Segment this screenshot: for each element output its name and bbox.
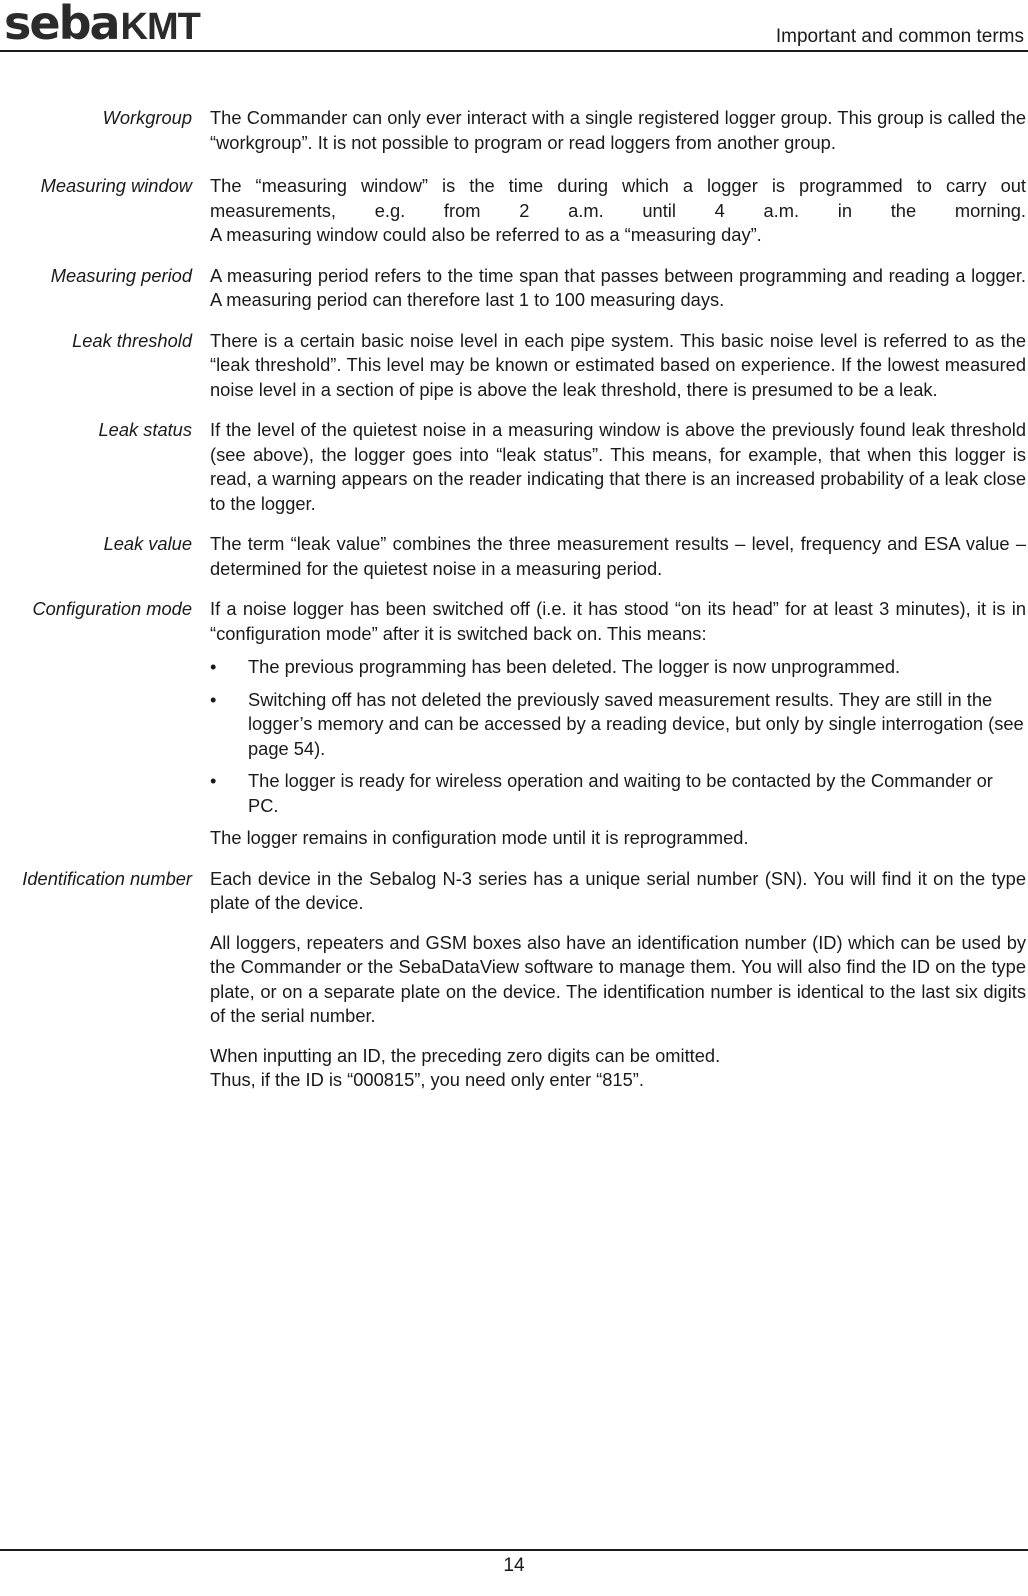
bullet-text: The logger is ready for wireless operation and waiting to be contacted by the Commander or PC. (248, 770, 993, 816)
term-definition (210, 106, 1026, 155)
definition-paragraph: When inputting an ID, the preceding zero digits can be omitted. (210, 1044, 721, 1066)
bullet-text: The previous programming has been deleted. The logger is now unprogrammed. (248, 656, 901, 677)
term-definition (210, 174, 1026, 248)
term-label: Leak threshold (72, 329, 192, 351)
logo-seba-text: seba (4, 0, 119, 50)
bullet-marker: • (210, 770, 217, 791)
glossary-entry-leak-threshold (0, 329, 1028, 403)
sebakmt-logo (4, 0, 200, 50)
term-label: Identification number (22, 867, 192, 889)
page-number: 14 (503, 1555, 525, 1576)
bullet-item (210, 769, 1026, 818)
bullet-item (210, 655, 1026, 680)
term-definition (210, 867, 1026, 1093)
definition-paragraph: A measuring period refers to the time span that passes between programming and reading a logger. A measuring period can therefore last 1 to 100 measuring days. (210, 264, 1026, 310)
definition-paragraph: Thus, if the ID is “000815”, you need only enter “815”. (210, 1069, 644, 1090)
definition-outro: The logger remains in configuration mode until it is reprogrammed. (210, 827, 749, 848)
glossary-entry-measuring-period (0, 264, 1028, 313)
term-label: Configuration mode (32, 598, 192, 619)
term-definition (210, 418, 1026, 516)
glossary (0, 106, 1028, 1093)
definition-paragraph: The “measuring window” is the time during which a logger is programmed to carry out measurements, e.g. from 2 a.m. until 4 a.m. in the morning. (210, 175, 1026, 221)
footer-divider (0, 1549, 1028, 1551)
definition-paragraph: The term “leak value” combines the three measurement results – level, frequency and ESA value – determined for the quietest noise in a measuring period. (210, 533, 1026, 579)
definition-paragraph: All loggers, repeaters and GSM boxes also have an identification number (ID) which can be used by the Commander or the SebaDataView software to manage them. You will also find the ID on the type plate, or on a separate plate on the device. The identification number is identical to the last six digits of the serial number. (210, 931, 1026, 1026)
term-label: Measuring period (50, 264, 192, 286)
definition-paragraph: The Commander can only ever interact with a single registered logger group. This group is called the “workgroup”. It is not possible to program or read loggers from another group. (210, 107, 1026, 153)
glossary-entry-measuring-window (0, 174, 1028, 248)
term-definition (210, 329, 1026, 403)
header-title: Important and common terms (775, 26, 1024, 47)
bullet-list (210, 655, 1026, 818)
term-definition (210, 264, 1026, 313)
bullet-marker: • (210, 688, 217, 710)
term-label: Leak value (103, 533, 192, 554)
bullet-marker: • (210, 656, 217, 677)
bullet-text: Switching off has not deleted the previously saved measurement results. They are still in the logger’s memory and can be accessed by a reading device, but only by single interrogation (see page 54). (248, 688, 1024, 759)
definition-intro: If a noise logger has been switched off (i.e. it has stood “on its head” for at least 3 minutes), it is in “configuration mode” after it is switched back on. This means: (210, 598, 1026, 644)
glossary-entry-configuration-mode (0, 597, 1028, 851)
term-label: Measuring window (40, 175, 192, 196)
header-divider (0, 50, 1028, 52)
glossary-entry-workgroup (0, 106, 1028, 155)
logo-kmt-text: KMT (120, 6, 200, 48)
glossary-entry-identification-number (0, 867, 1028, 1093)
term-label: Leak status (98, 419, 192, 440)
glossary-entry-leak-value (0, 532, 1028, 581)
term-label: Workgroup (102, 107, 192, 128)
definition-paragraph: There is a certain basic noise level in each pipe system. This basic noise level is referred to as the “leak threshold”. This level may be known or estimated based on experience. If the lowest measured noise level in a section of pipe is above the leak threshold, there is presumed to be a leak. (210, 329, 1026, 400)
definition-paragraph: A measuring window could also be referred to as a “measuring day”. (210, 224, 762, 245)
glossary-entry-leak-status (0, 418, 1028, 516)
bullet-item (210, 688, 1026, 762)
term-definition (210, 532, 1026, 581)
definition-paragraph: If the level of the quietest noise in a measuring window is above the previously found leak threshold (see above), the logger goes into “leak status”. This means, for example, that when this logger is read, a warning appears on the reader indicating that there is an increased probability of a leak close to the logger. (210, 419, 1026, 514)
term-definition (210, 597, 1026, 851)
definition-paragraph: Each device in the Sebalog N-3 series has a unique serial number (SN). You will find it on the type plate of the device. (210, 867, 1026, 913)
